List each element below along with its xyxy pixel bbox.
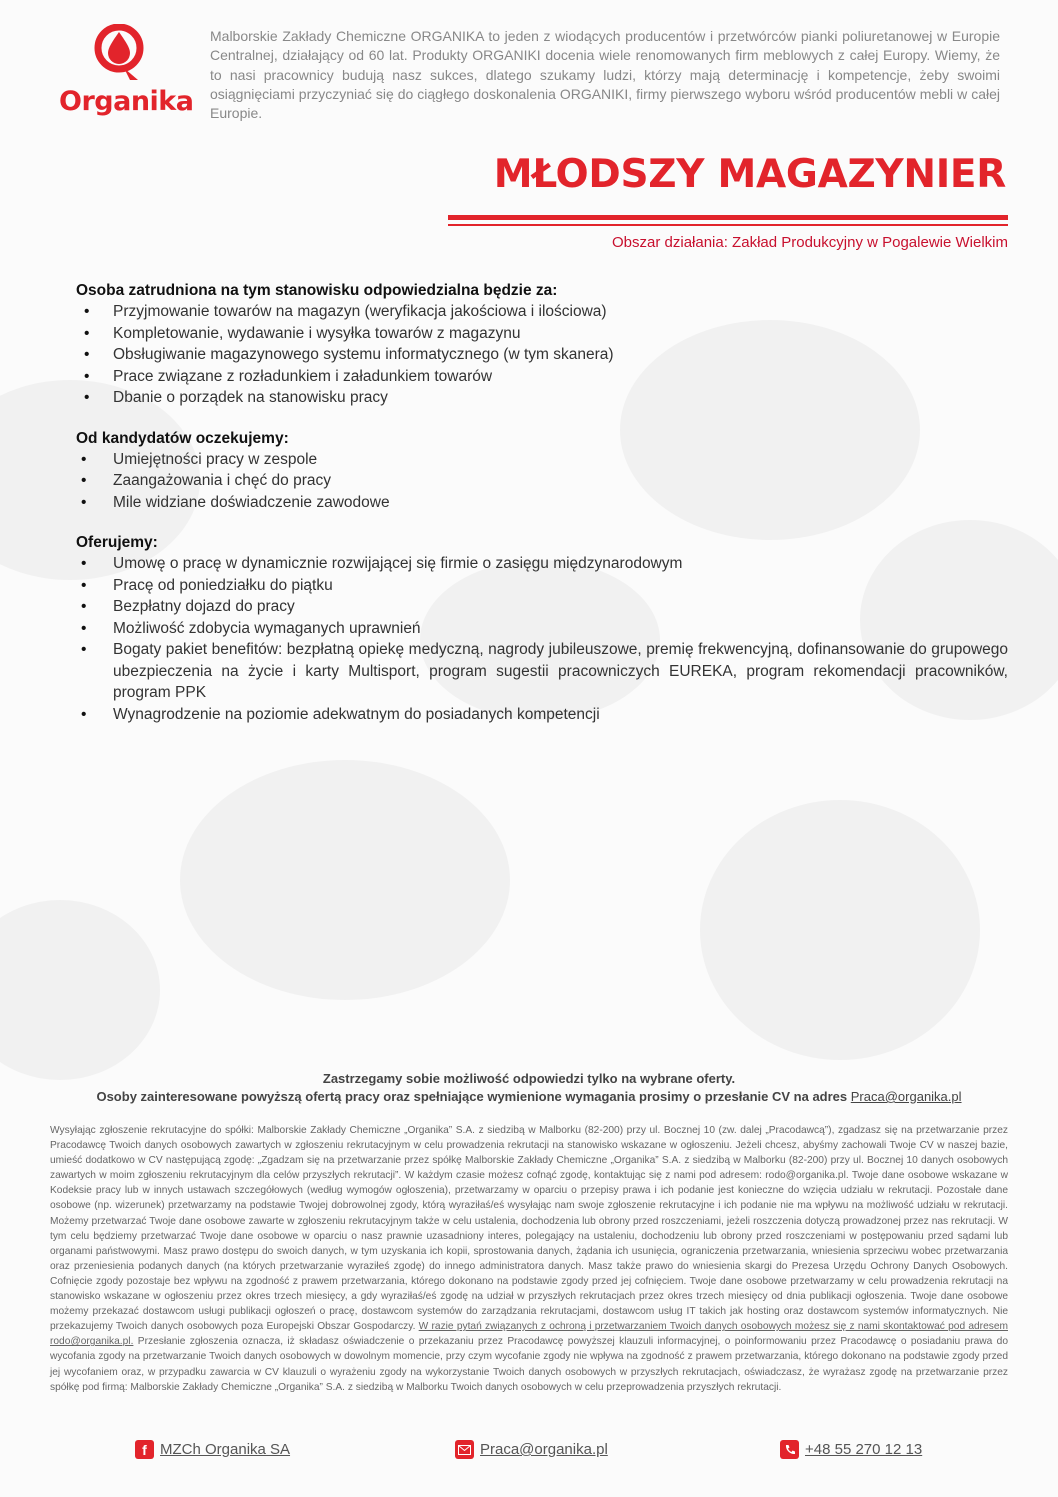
- gdpr-clause: Wysyłając zgłoszenie rekrutacyjne do spółki: Malborskie Zakłady Chemiczne „Organika” S.A. z siedzibą w Malborku (82-200) przy ul. Bocznej 10 (zw. dalej „Pracodawcą”), zgadzasz się na przetwarzanie przez Pracodawcę Twoich danych osobowych zawartych w zgłoszeniu rekrutacyjnym w celu prowadzenia rekrutacji na stanowisko wskazane w ogłoszeniu. Jeżeli chcesz, abyśmy zachowali Twoje CV w naszej bazie, umieść dodatkowo w CV następującą zgodę: „Zgadzam się na przetwarzanie przez spółkę Malborskie Zakłady Chemiczne „Organika” S.A. z siedzibą w Malborku (82-200) przy ul. Bocznej 10 danych osobowych zawartych w moim zgłoszeniu rekrutacyjnym dla celów przyszłych rekrutacji”. W każdym czasie możesz cofnąć zgodę, kontaktując się z nami pod adresem: rodo@organika.pl. Twoje dane osobowe wskazane w Kodeksie pracy lub w innych ustawach szczegółowych (według wymogów ogłoszenia), przetwarzamy w oparciu o przepisy prawa i ich podanie jest konieczne do wzięcia udziału w rekrutacji. Pozostałe dane osobowe (np. wizerunek) przetwarzamy na podstawie Twojej dobrowolnej zgody, którą wyraziłaś/eś wysyłając nam swoje zgłoszenie rekrutacyjne i ich podanie nie ma wpływu na możliwość udziału w rekrutacji. Możemy przetwarzać Twoje dane osobowe zawarte w zgłoszeniu rekrutacyjnym także w celu ustalenia, dochodzenia lub obrony przed roszczeniami, jeżeli roszczenia dotyczą prowadzonej przez nas rekrutacji. W tym celu będziemy przetwarzać Twoje dane osobowe w oparciu o nasz prawnie uzasadniony interes, polegający na ustaleniu, dochodzeniu lub obrony przed roszczeniami w postępowaniu przed sądami lub organami państwowymi. Masz prawo dostępu do swoich danych, w tym uzyskania ich kopii, sprostowania danych, żądania ich usunięcia, ograniczenia przetwarzania, wniesienia sprzeciwu wobec przetwarzania oraz przeniesienia podanych danych (na których przetwarzanie wyraziłeś zgodę) do innego administratora danych. Masz także prawo do wniesienia skargi do Prezesa Urzędu Ochrony Danych Osobowych. Cofnięcie zgody pozostaje bez wpływu na zgodność z prawem przetwarzania, którego dokonano na podstawie zgody przed jej cofnięciem. Twoje dane osobowe przetwarzamy w celu prowadzenia rekrutacji na stanowisko wskazane w ogłoszeniu przez okres trzech miesięcy, a gdy wyraziłaś/eś zgodę na udział w przyszłych rekrutacjach przez okres trzech miesięcy od dnia publikacji ogłoszenia. Twoje dane osobowe możemy przekazać dostawcom usługi publikacji ogłoszeń o pracę, dostawcom systemów do zarządzania rekrutacjami, dostawcom usług IT takich jak hosting oraz dostawcom systemów informatycznych. Nie przekazujemy Twoich danych osobowych poza Europejski Obszar Gospodarczy. W razie pytań związanych z ochroną i przetwarzaniem Twoich danych osobowych możesz się z nami skontaktować pod adresem rodo@organika.pl. Przesłanie zgłoszenia oznacza, iż składasz oświadczenie o przekazaniu przez Pracodawcę powyższej klauzuli informacyjnej, o poinformowaniu przez Pracodawcę o posiadaniu prawa do wycofania zgody na przetwarzanie Twoich danych osobowych w dowolnym momencie, przy czym wycofanie zgody nie wpływa na zgodność z prawem przetwarzania, którego dokonano na podstawie zgody przed jej wycofaniem oraz, w przypadku zawarcia w CV klauzuli o wyrażeniu zgody na wykorzystanie Twoich danych osobowych w przyszłych rekrutacjach, oświadczasz, że wyrażasz zgodę na przetwarzanie przez spółkę pod firmą: Malborskie Zakłady Chemiczne „Organika” S.A. z siedzibą w Malborku Twoich danych osobowych w celu przeprowadzenia przyszłych rekrutacji.: [50, 1125, 1008, 1393]
- list-item: • Umowę o pracę w dynamicznie rozwijającej się firmie o zasięgu międzynarodowym: [76, 553, 1008, 575]
- gdpr-contact-link[interactable]: W razie pytań związanych z ochroną i przetwarzaniem Twoich danych osobowych możesz się z nami skontaktować pod adresem rodo@organika.pl.: [50, 1321, 1008, 1348]
- list-item: • Prace związane z rozładunkiem i załadunkiem towarów: [76, 366, 1008, 388]
- responsibilities-list: [76, 301, 1008, 409]
- apply-email-link[interactable]: Praca@organika.pl: [850, 1089, 962, 1104]
- contact-facebook[interactable]: f MZCh Organika SA: [135, 1440, 290, 1459]
- list-item: • Umiejętności pracy w zespole: [76, 449, 1008, 471]
- section-heading-offer: Oferujemy:: [76, 534, 158, 551]
- contact-email[interactable]: Praca@organika.pl: [455, 1440, 608, 1459]
- mail-icon: [455, 1440, 474, 1459]
- job-title: MŁODSZY MAGAZYNIER: [493, 152, 1006, 197]
- list-item: • Bezpłatny dojazd do pracy: [76, 596, 1008, 618]
- list-item: • Wynagrodzenie na poziomie adekwatnym do posiadanych kompetencji: [76, 704, 1008, 726]
- apply-note: Osoby zainteresowane powyższą ofertą pracy oraz spełniające wymienione wymagania prosimy o przesłanie CV na adres Praca@organika.pl: [96, 1089, 962, 1104]
- job-description: [76, 281, 1008, 745]
- list-item: • Przyjmowanie towarów na magazyn (weryfikacja jakościowa i ilościowa): [76, 301, 1008, 323]
- reservation-note: Zastrzegamy sobie możliwość odpowiedzi tylko na wybrane oferty.: [322, 1071, 736, 1086]
- logo-wordmark: Organika: [59, 86, 194, 117]
- list-item: • Kompletowanie, wydawanie i wysyłka towarów z magazynu: [76, 323, 1008, 345]
- list-item: • Pracę od poniedziałku do piątku: [76, 575, 1008, 597]
- work-area: Obszar działania: Zakład Produkcyjny w Pogalewie Wielkim: [612, 234, 1008, 251]
- phone-icon: [780, 1440, 799, 1459]
- facebook-icon: f: [135, 1440, 154, 1459]
- section-heading-responsibilities: Osoba zatrudniona na tym stanowisku odpowiedzialna będzie za:: [76, 282, 558, 299]
- list-item: • Bogaty pakiet benefitów: bezpłatną opiekę medyczną, nagrody jubileuszowe, premię frekwencyjną, dofinansowanie do grupowego ubezpieczenia na życie i karty Multisport, program sugestii pracowniczych EUREKA, program rekomendacji pracowników, program PPK: [76, 639, 1008, 704]
- requirements-list: [76, 449, 1008, 514]
- list-item: • Dbanie o porządek na stanowisku pracy: [76, 387, 1008, 409]
- section-heading-requirements: Od kandydatów oczekujemy:: [76, 429, 289, 447]
- company-intro: Malborskie Zakłady Chemiczne ORGANIKA to jeden z wiodących producentów i przetwórców pianki poliuretanowej w Europie Centralnej, działający od 60 lat. Produkty ORGANIKI docenia wiele renomowanych firm meblowych z całej Europy. Wiemy, że to nasi pracownicy budują nasz sukces, dlatego szukamy ludzi, którzy mają determinację i kompetencje, żeby swoimi osiągnięciami przyczyniać się do ciągłego doskonalenia ORGANIKI, firmy pierwszego wyboru wśród producentów mebli w całej Europie.: [210, 28, 1000, 122]
- offer-list: [76, 553, 1008, 725]
- contact-phone[interactable]: +48 55 270 12 13: [780, 1440, 922, 1459]
- title-divider-thin: [448, 224, 1008, 226]
- list-item: • Mile widziane doświadczenie zawodowe: [76, 492, 1008, 514]
- title-divider: [448, 215, 1008, 220]
- list-item: • Możliwość zdobycia wymaganych uprawnień: [76, 618, 1008, 640]
- list-item: • Zaangażowania i chęć do pracy: [76, 470, 1008, 492]
- list-item: • Obsługiwanie magazynowego systemu informatycznego (w tym skanera): [76, 344, 1008, 366]
